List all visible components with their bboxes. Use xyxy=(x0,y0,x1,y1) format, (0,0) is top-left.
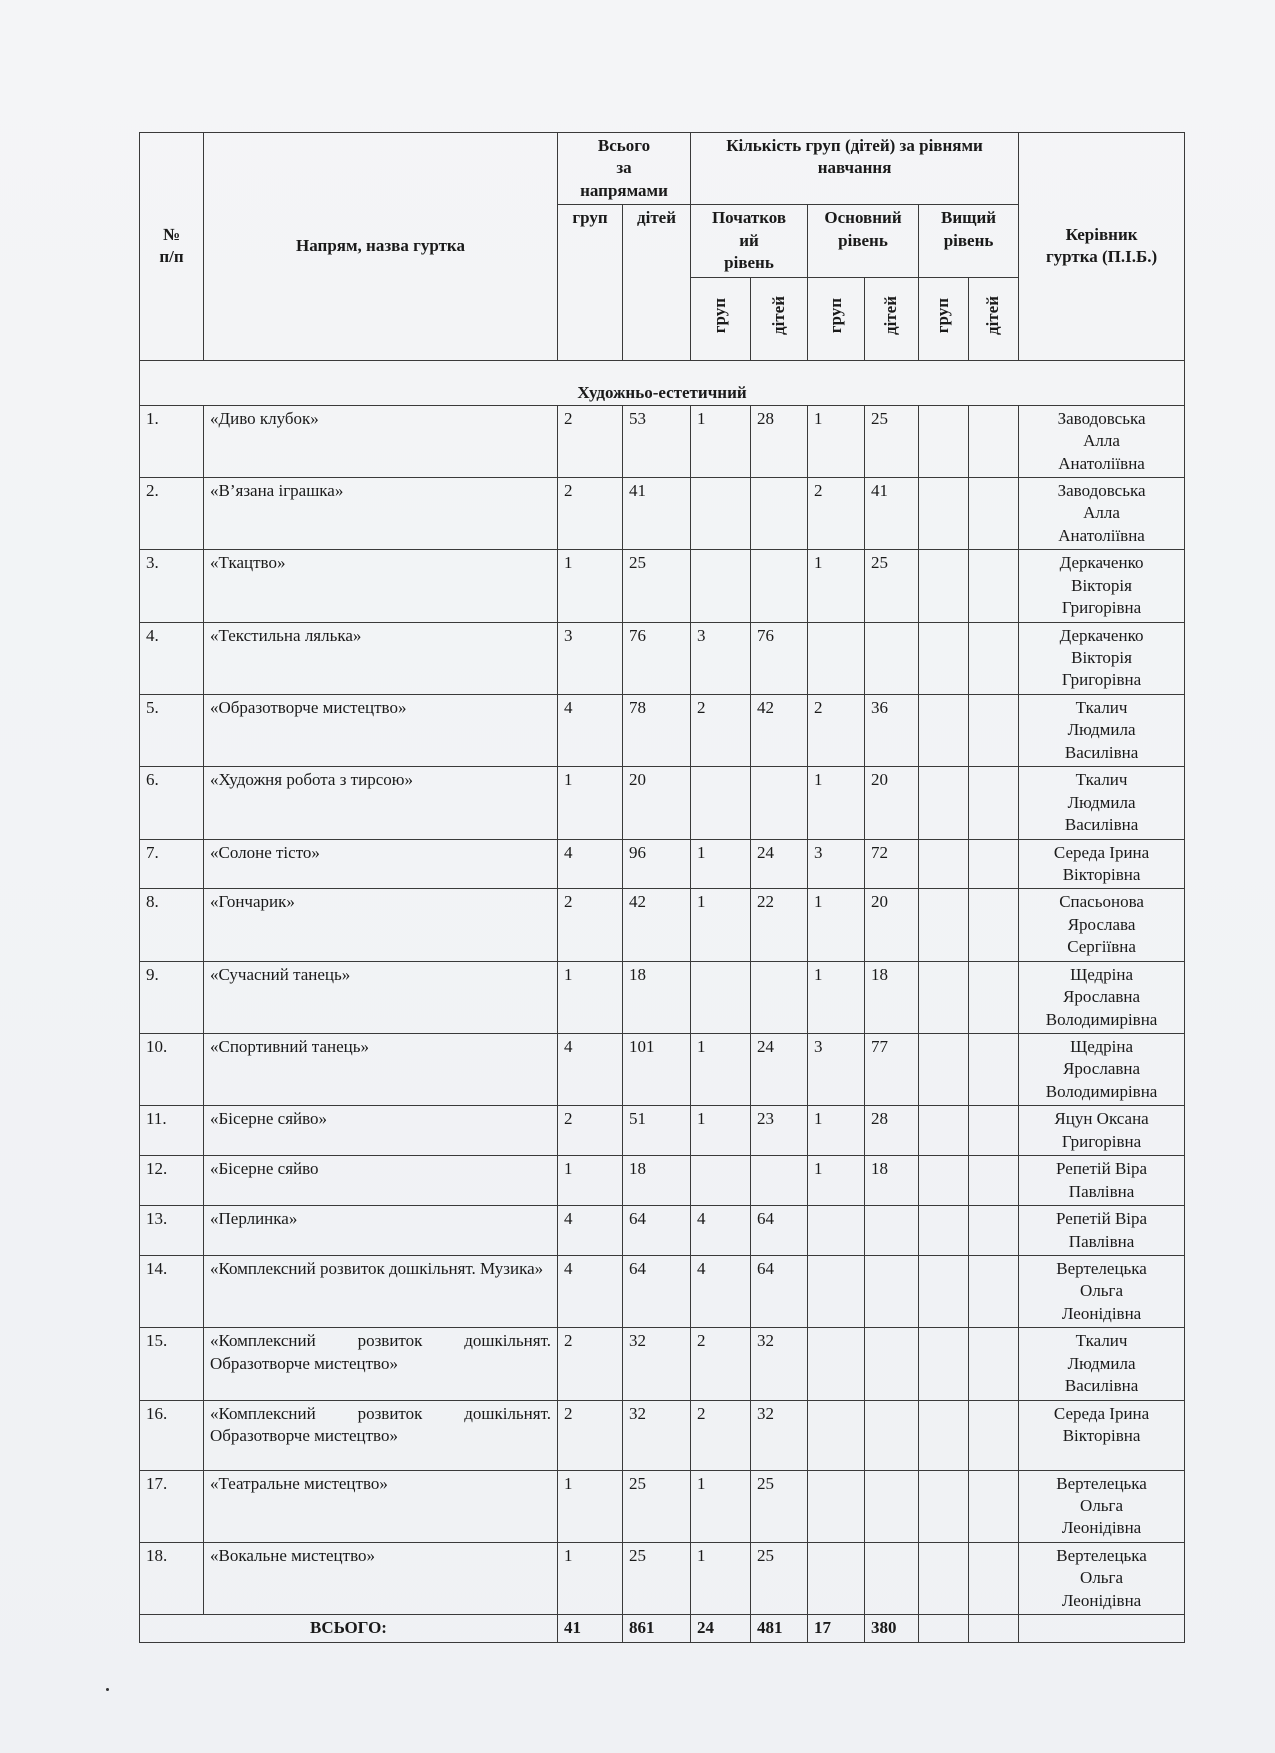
club-leader: Деркаченко Вікторія Григорівна xyxy=(1019,550,1185,622)
higher-children xyxy=(969,694,1019,766)
table-row xyxy=(140,961,1185,1033)
total-children: 32 xyxy=(623,1328,691,1400)
basic-children: 25 xyxy=(865,405,919,477)
initial-groups: 3 xyxy=(691,622,751,694)
table-row xyxy=(140,1328,1185,1400)
initial-children: 32 xyxy=(751,1328,808,1400)
higher-groups xyxy=(919,1106,969,1156)
total-groups: 1 xyxy=(558,767,623,839)
higher-groups xyxy=(919,477,969,549)
header-name: Напрям, назва гуртка xyxy=(204,133,558,361)
higher-children xyxy=(969,1106,1019,1156)
initial-children: 24 xyxy=(751,1034,808,1106)
higher-children xyxy=(969,1542,1019,1614)
initial-children xyxy=(751,961,808,1033)
row-number: 18. xyxy=(140,1542,204,1614)
row-number: 4. xyxy=(140,622,204,694)
higher-groups xyxy=(919,961,969,1033)
club-name: «Комплексний розвиток дошкільнят. Музика» xyxy=(204,1255,558,1327)
row-number: 6. xyxy=(140,767,204,839)
total-groups: 2 xyxy=(558,1106,623,1156)
basic-children: 77 xyxy=(865,1034,919,1106)
total-children: 25 xyxy=(623,1542,691,1614)
initial-children: 64 xyxy=(751,1206,808,1256)
club-leader: Вертелецька Ольга Леонідівна xyxy=(1019,1255,1185,1327)
header-levels: Кількість груп (дітей) за рівнями навчання xyxy=(691,133,1019,205)
club-leader: Яцун Оксана Григорівна xyxy=(1019,1106,1185,1156)
higher-children xyxy=(969,622,1019,694)
total-total-children: 861 xyxy=(623,1615,691,1642)
header-total: Всього за напрямами xyxy=(558,133,691,205)
higher-children xyxy=(969,961,1019,1033)
initial-groups: 4 xyxy=(691,1255,751,1327)
header-higher-level: Вищий рівень xyxy=(919,205,1019,277)
row-number: 3. xyxy=(140,550,204,622)
total-groups: 2 xyxy=(558,1328,623,1400)
row-number: 13. xyxy=(140,1206,204,1256)
basic-children: 36 xyxy=(865,694,919,766)
initial-groups: 1 xyxy=(691,839,751,889)
higher-groups xyxy=(919,622,969,694)
total-groups: 2 xyxy=(558,477,623,549)
club-name: «Бісерне сяйво» xyxy=(204,1106,558,1156)
higher-children xyxy=(969,1400,1019,1470)
table-row xyxy=(140,622,1185,694)
total-total-groups: 41 xyxy=(558,1615,623,1642)
total-basic-children: 380 xyxy=(865,1615,919,1642)
initial-groups: 1 xyxy=(691,1470,751,1542)
initial-children: 25 xyxy=(751,1542,808,1614)
higher-groups xyxy=(919,1470,969,1542)
basic-children: 20 xyxy=(865,767,919,839)
total-groups: 1 xyxy=(558,961,623,1033)
higher-children xyxy=(969,1255,1019,1327)
club-name: «Спортивний танець» xyxy=(204,1034,558,1106)
total-children: 76 xyxy=(623,622,691,694)
basic-children: 18 xyxy=(865,961,919,1033)
higher-groups xyxy=(919,839,969,889)
club-leader: Заводовська Алла Анатоліївна xyxy=(1019,477,1185,549)
higher-children xyxy=(969,477,1019,549)
total-children: 25 xyxy=(623,550,691,622)
higher-groups xyxy=(919,1328,969,1400)
basic-groups: 2 xyxy=(808,694,865,766)
basic-children xyxy=(865,1542,919,1614)
club-name: «В’язана іграшка» xyxy=(204,477,558,549)
basic-children xyxy=(865,1255,919,1327)
basic-groups: 1 xyxy=(808,1106,865,1156)
initial-children: 24 xyxy=(751,839,808,889)
club-name: «Образотворче мистецтво» xyxy=(204,694,558,766)
initial-children: 76 xyxy=(751,622,808,694)
club-name: «Гончарик» xyxy=(204,889,558,961)
initial-groups: 1 xyxy=(691,889,751,961)
initial-groups xyxy=(691,477,751,549)
total-initial-children: 481 xyxy=(751,1615,808,1642)
total-higher-groups xyxy=(919,1615,969,1642)
total-children: 18 xyxy=(623,961,691,1033)
higher-groups xyxy=(919,767,969,839)
table-row xyxy=(140,694,1185,766)
table-row xyxy=(140,1034,1185,1106)
club-name: «Театральне мистецтво» xyxy=(204,1470,558,1542)
total-groups: 4 xyxy=(558,694,623,766)
total-children: 18 xyxy=(623,1156,691,1206)
initial-groups xyxy=(691,550,751,622)
header-leader: Керівник гуртка (П.І.Б.) xyxy=(1019,133,1185,361)
basic-groups xyxy=(808,622,865,694)
header-total-children: дітей xyxy=(623,205,691,360)
header-num: № п/п xyxy=(140,133,204,361)
row-number: 15. xyxy=(140,1328,204,1400)
total-higher-children xyxy=(969,1615,1019,1642)
row-number: 10. xyxy=(140,1034,204,1106)
total-children: 32 xyxy=(623,1400,691,1470)
club-name: «Сучасний танець» xyxy=(204,961,558,1033)
basic-children: 28 xyxy=(865,1106,919,1156)
higher-children xyxy=(969,889,1019,961)
row-number: 17. xyxy=(140,1470,204,1542)
club-leader: Деркаченко Вікторія Григорівна xyxy=(1019,622,1185,694)
club-name: «Художня робота з тирсою» xyxy=(204,767,558,839)
initial-groups xyxy=(691,1156,751,1206)
section-title: Художньо-естетичний xyxy=(140,360,1185,405)
clubs-table xyxy=(139,132,1185,1643)
higher-groups xyxy=(919,1034,969,1106)
initial-groups xyxy=(691,961,751,1033)
initial-children: 32 xyxy=(751,1400,808,1470)
basic-children: 20 xyxy=(865,889,919,961)
initial-groups: 2 xyxy=(691,1400,751,1470)
row-number: 14. xyxy=(140,1255,204,1327)
higher-children xyxy=(969,550,1019,622)
initial-children: 64 xyxy=(751,1255,808,1327)
higher-children xyxy=(969,405,1019,477)
higher-groups xyxy=(919,1206,969,1256)
total-children: 25 xyxy=(623,1470,691,1542)
higher-groups xyxy=(919,889,969,961)
basic-groups xyxy=(808,1470,865,1542)
row-number: 9. xyxy=(140,961,204,1033)
higher-children xyxy=(969,1156,1019,1206)
table-row xyxy=(140,550,1185,622)
total-children: 78 xyxy=(623,694,691,766)
table-row xyxy=(140,1206,1185,1256)
initial-groups: 1 xyxy=(691,405,751,477)
basic-children xyxy=(865,1206,919,1256)
higher-children xyxy=(969,1470,1019,1542)
table-row xyxy=(140,1400,1185,1470)
club-name: «Вокальне мистецтво» xyxy=(204,1542,558,1614)
higher-groups xyxy=(919,550,969,622)
header-basic-children: дітей xyxy=(865,277,919,360)
total-initial-groups: 24 xyxy=(691,1615,751,1642)
total-groups: 4 xyxy=(558,1034,623,1106)
total-children: 41 xyxy=(623,477,691,549)
total-children: 53 xyxy=(623,405,691,477)
higher-children xyxy=(969,1328,1019,1400)
club-leader: Вертелецька Ольга Леонідівна xyxy=(1019,1470,1185,1542)
header-basic-groups: груп xyxy=(808,277,865,360)
total-leader xyxy=(1019,1615,1185,1642)
total-children: 101 xyxy=(623,1034,691,1106)
club-name: «Перлинка» xyxy=(204,1206,558,1256)
header-initial-level: Початков ий рівень xyxy=(691,205,808,277)
higher-children xyxy=(969,1034,1019,1106)
table-row xyxy=(140,1255,1185,1327)
table-row xyxy=(140,1542,1185,1614)
basic-children xyxy=(865,1328,919,1400)
club-name: «Комплексний розвиток дошкільнят. Образотворче мистецтво» xyxy=(204,1328,558,1400)
initial-children: 25 xyxy=(751,1470,808,1542)
row-number: 12. xyxy=(140,1156,204,1206)
higher-children xyxy=(969,839,1019,889)
initial-groups: 2 xyxy=(691,1328,751,1400)
total-groups: 2 xyxy=(558,889,623,961)
total-children: 51 xyxy=(623,1106,691,1156)
basic-children xyxy=(865,1400,919,1470)
total-row xyxy=(140,1615,1185,1642)
basic-groups: 1 xyxy=(808,405,865,477)
row-number: 8. xyxy=(140,889,204,961)
club-leader: Заводовська Алла Анатоліївна xyxy=(1019,405,1185,477)
total-label: ВСЬОГО: xyxy=(140,1615,558,1642)
club-leader: Середа Ірина Вікторівна xyxy=(1019,1400,1185,1470)
header-total-groups: груп xyxy=(558,205,623,360)
higher-groups xyxy=(919,1542,969,1614)
basic-groups: 1 xyxy=(808,550,865,622)
row-number: 11. xyxy=(140,1106,204,1156)
basic-children: 72 xyxy=(865,839,919,889)
total-groups: 2 xyxy=(558,405,623,477)
row-number: 16. xyxy=(140,1400,204,1470)
row-number: 7. xyxy=(140,839,204,889)
row-number: 1. xyxy=(140,405,204,477)
table-row xyxy=(140,1156,1185,1206)
total-groups: 1 xyxy=(558,1542,623,1614)
higher-groups xyxy=(919,1156,969,1206)
basic-groups: 1 xyxy=(808,889,865,961)
basic-groups: 1 xyxy=(808,767,865,839)
higher-children xyxy=(969,1206,1019,1256)
total-groups: 4 xyxy=(558,1255,623,1327)
club-name: «Бісерне сяйво xyxy=(204,1156,558,1206)
row-number: 2. xyxy=(140,477,204,549)
total-children: 96 xyxy=(623,839,691,889)
row-number: 5. xyxy=(140,694,204,766)
initial-groups: 4 xyxy=(691,1206,751,1256)
table-row xyxy=(140,1106,1185,1156)
total-groups: 1 xyxy=(558,1470,623,1542)
basic-groups: 2 xyxy=(808,477,865,549)
initial-groups: 2 xyxy=(691,694,751,766)
basic-children: 41 xyxy=(865,477,919,549)
initial-groups: 1 xyxy=(691,1034,751,1106)
club-name: «Ткацтво» xyxy=(204,550,558,622)
basic-groups: 3 xyxy=(808,839,865,889)
initial-children xyxy=(751,1156,808,1206)
initial-groups: 1 xyxy=(691,1542,751,1614)
total-children: 20 xyxy=(623,767,691,839)
higher-groups xyxy=(919,1255,969,1327)
basic-children xyxy=(865,622,919,694)
club-name: «Солоне тісто» xyxy=(204,839,558,889)
club-leader: Репетій Віра Павлівна xyxy=(1019,1156,1185,1206)
club-leader: Ткалич Людмила Василівна xyxy=(1019,694,1185,766)
club-leader: Спасьонова Ярослава Сергіївна xyxy=(1019,889,1185,961)
basic-groups: 3 xyxy=(808,1034,865,1106)
basic-groups: 1 xyxy=(808,1156,865,1206)
total-basic-groups: 17 xyxy=(808,1615,865,1642)
basic-groups: 1 xyxy=(808,961,865,1033)
initial-groups: 1 xyxy=(691,1106,751,1156)
total-children: 64 xyxy=(623,1255,691,1327)
club-name: «Текстильна лялька» xyxy=(204,622,558,694)
basic-groups xyxy=(808,1206,865,1256)
total-groups: 2 xyxy=(558,1400,623,1470)
higher-groups xyxy=(919,694,969,766)
basic-groups xyxy=(808,1542,865,1614)
basic-children: 25 xyxy=(865,550,919,622)
club-leader: Середа Ірина Вікторівна xyxy=(1019,839,1185,889)
club-name: «Комплексний розвиток дошкільнят. Образотворче мистецтво» xyxy=(204,1400,558,1470)
scan-speck xyxy=(106,1688,109,1691)
initial-children xyxy=(751,767,808,839)
basic-children: 18 xyxy=(865,1156,919,1206)
header-initial-children: дітей xyxy=(751,277,808,360)
basic-children xyxy=(865,1470,919,1542)
initial-children xyxy=(751,550,808,622)
initial-children: 28 xyxy=(751,405,808,477)
higher-children xyxy=(969,767,1019,839)
table-row xyxy=(140,477,1185,549)
table-row xyxy=(140,767,1185,839)
higher-groups xyxy=(919,405,969,477)
initial-children: 22 xyxy=(751,889,808,961)
higher-groups xyxy=(919,1400,969,1470)
basic-groups xyxy=(808,1255,865,1327)
header-basic-level: Основний рівень xyxy=(808,205,919,277)
basic-groups xyxy=(808,1328,865,1400)
total-groups: 1 xyxy=(558,1156,623,1206)
club-leader: Щедріна Ярославна Володимирівна xyxy=(1019,961,1185,1033)
table-row xyxy=(140,889,1185,961)
total-groups: 4 xyxy=(558,1206,623,1256)
initial-children: 23 xyxy=(751,1106,808,1156)
total-groups: 4 xyxy=(558,839,623,889)
basic-groups xyxy=(808,1400,865,1470)
total-children: 42 xyxy=(623,889,691,961)
club-name: «Диво клубок» xyxy=(204,405,558,477)
table-row xyxy=(140,1470,1185,1542)
header-higher-groups: груп xyxy=(919,277,969,360)
total-groups: 1 xyxy=(558,550,623,622)
club-leader: Щедріна Ярославна Володимирівна xyxy=(1019,1034,1185,1106)
table-row xyxy=(140,405,1185,477)
header-higher-children: дітей xyxy=(969,277,1019,360)
header-initial-groups: груп xyxy=(691,277,751,360)
total-children: 64 xyxy=(623,1206,691,1256)
initial-children xyxy=(751,477,808,549)
initial-children: 42 xyxy=(751,694,808,766)
club-leader: Ткалич Людмила Василівна xyxy=(1019,1328,1185,1400)
club-leader: Репетій Віра Павлівна xyxy=(1019,1206,1185,1256)
total-groups: 3 xyxy=(558,622,623,694)
initial-groups xyxy=(691,767,751,839)
club-leader: Вертелецька Ольга Леонідівна xyxy=(1019,1542,1185,1614)
table-row xyxy=(140,839,1185,889)
club-leader: Ткалич Людмила Василівна xyxy=(1019,767,1185,839)
